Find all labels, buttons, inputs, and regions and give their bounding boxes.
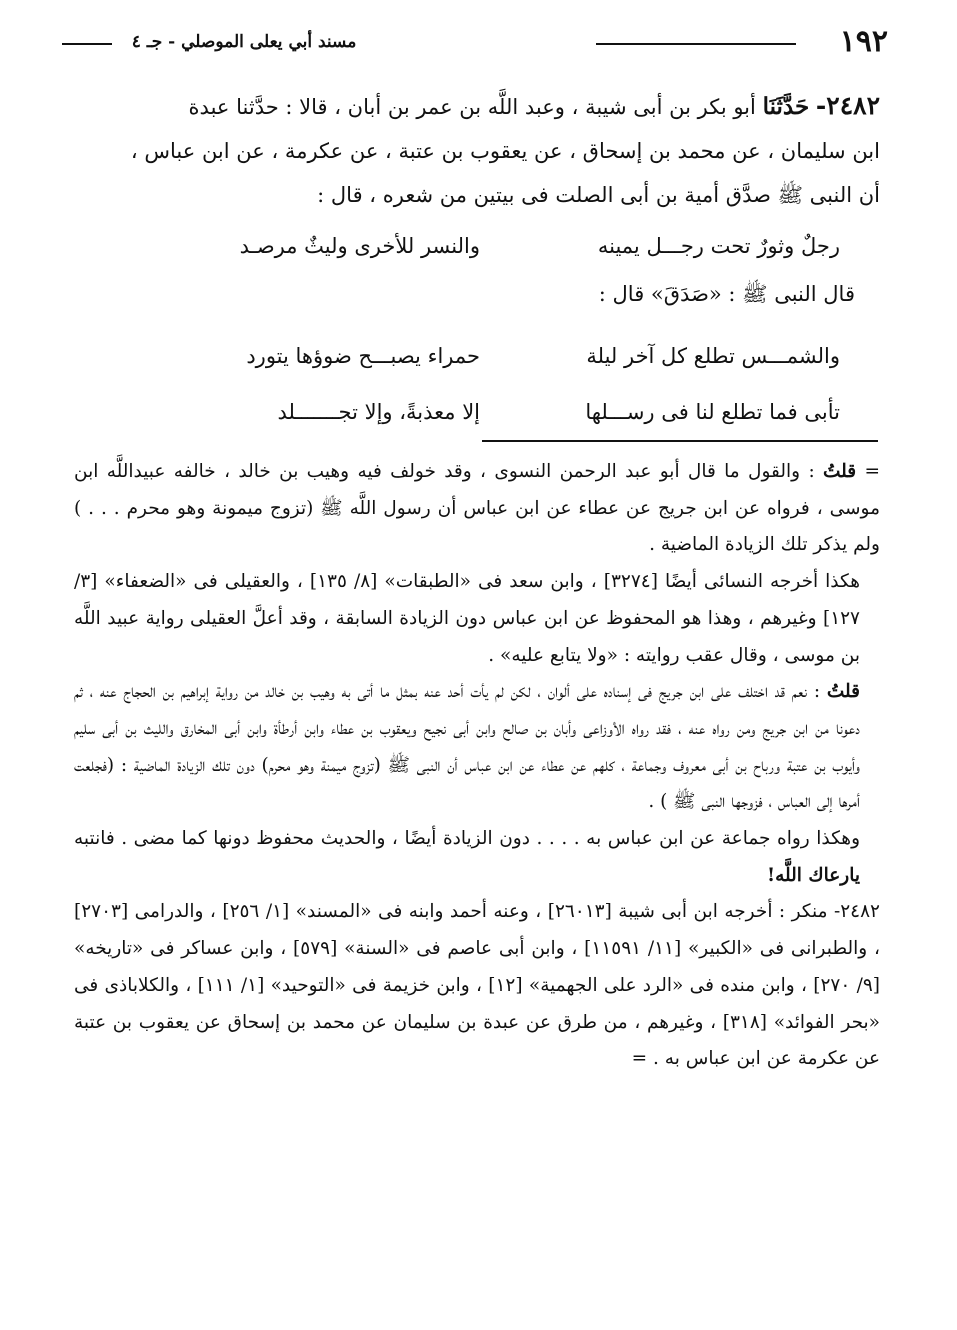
footnote-paragraph [74,821,880,894]
hadith-number: ٢٤٨٢- [815,91,880,120]
hadith-isnad-1: أبو بكر بن أبى شيبة ، وعبد اللَّه بن عمر بن أبان ، قالا : حدَّثنا عبدة [188,95,756,119]
running-title: مسند أبي يعلى الموصلي - جـ ٤ [131,32,357,52]
qultu-label: قلتُ [826,681,860,703]
haddathana-keyword: حَدَّثَنَا [762,93,810,120]
footnote-text: : نعم قد اختلف على ابن جريج فى إسناده على ألوان ، لكن لم يأت أحد عنه بمثل ما أتى به وهيب بن خالد من رواية إبراهيم بن الحجاج عنه ، ثم دعونا من ابن جريج ومن رواه عنه ، فقد رواه الأوزاعى وأبان بن صالح وابن أبى نجيح ويعقوب بن عطاء وابن أرطأة وابن أبى المخارق والليث بن أبى سليم وأيوب بن عتبة ورباح بن أبى معروف وجماعة ، كلهم عن عطاء عن ابن عباس أن النبى ﷺ (تزوج ميمنة وهو محرم) دون تلك الزيادة الماضية : (فجلعت أمرها إلى العباس ، فزوجها النبى ﷺ ) . [74,681,860,813]
hadith-line-1 [74,84,880,129]
verse-hemistich-right: رجلٌ وثورٌ تحت رجـــل يمينه [597,234,840,258]
footnote-text: وهكذا رواه جماعة عن ابن عباس به . . . . دون الزيادة أيضًا ، والحديث محفوظ دونها كما مضى . فانتبه [74,828,860,850]
footnote-text: : والقول ما قال أبو عبد الرحمن النسوى ، وقد خولف فيه وهيب بن خالد ، خالفه عبيداللَّه ابن موسى ، فرواه عن ابن جريج عن عطاء عن ابن عباس أن رسول اللَّه ﷺ (تزوج ميمونة وهو محرم . . . ) ولم يذكر تلك الزيادة الماضية . [74,461,880,556]
verse-row [150,334,840,390]
verse-block-2 [150,334,840,446]
verse-row [150,390,840,446]
closing-phrase: يارعاك اللَّه! [766,864,860,886]
footnote-paragraph [74,454,880,564]
verse-hemistich-left: إلا معذبةً، وإلا تجـــــــلد [277,400,480,424]
verse-hemistich-right: تأبى فما تطلع لنا فى رســـلها [585,400,840,424]
page-number: ١٩٢ [839,24,888,59]
verse-hemistich-right: والشمـــس تطلع كل آخر ليلة [586,344,840,368]
footnote-divider [482,440,878,442]
takhrij-paragraph: ٢٤٨٢- منكر : أخرجه ابن أبى شيبة [٢٦٠١٣] ، وعنه أحمد وابنه فى «المسند» [١/ ٢٥٦] ، والدرامى [٢٧٠٣] ، والطبرانى فى «الكبير» [١١/ ١١٥٩١] ، وابن أبى عاصم فى «السنة» [٥٧٩] ، وابن عساكر فى «تاريخه» [٩/ ٢٧٠] ، وابن منده فى «الرد على الجهمية» [١٢] ، وابن خزيمة فى «التوحيد» [١/ ١١١] ، والكلاباذى فى «بحر الفوائد» [٣١٨] ، وغيرهم ، من طرق عن عبدة بن سليمان عن محمد بن إسحاق عن يعقوب بن عتبة عن عكرمة عن ابن عباس به . = [74,901,880,1070]
footnotes [74,454,880,1078]
footnote-paragraph [74,674,880,821]
hadith-line-2: ابن سليمان ، عن محمد بن إسحاق ، عن يعقوب بن عتبة ، عن عكرمة ، عن ابن عباس ، [130,139,880,163]
prophet-saying-line: قال النبى ﷺ : «صَدَقَ» قال : [598,282,855,306]
footnote-paragraph: هكذا أخرجه النسائى أيضًا [٣٢٧٤] ، وابن سعد فى «الطبقات» [٨/ ١٣٥] ، والعقيلى فى «الضعفاء» [٣/ ١٢٧] وغيرهم ، وهذا هو المحفوظ عن ابن عباس دون الزيادة السابقة ، وقد أعلَّ العقيلى رواية عبيد اللَّه بن موسى ، وقال عقب روايته : «ولا يتابع عليه» . [74,571,860,666]
verse-hemistich-left: حمراء يصبـــح ضوؤها يتورد [246,344,480,368]
qultu-label: قلتُ [823,461,857,482]
header-rule-left [62,43,112,45]
header-rule-right [596,43,796,45]
hadith-text [74,84,880,217]
continuation-mark: = [856,461,880,482]
hadith-line-3: أن النبى ﷺ صدَّق أمية بن أبى الصلت فى بيتين من شعره ، قال : [317,183,880,207]
running-header [62,22,888,64]
verse-hemistich-left: والنسر للأخرى وليثٌ مرصـد [239,234,480,258]
